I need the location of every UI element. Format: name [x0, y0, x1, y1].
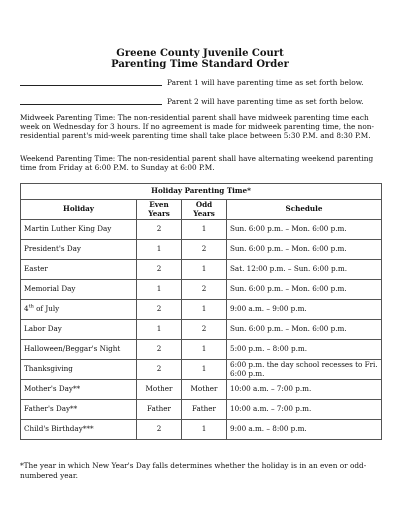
odd-cell: 1 — [182, 300, 227, 320]
schedule-cell: 5:00 p.m. – 8:00 p.m. — [227, 340, 382, 360]
schedule-cell: 9:00 a.m. – 8:00 p.m. — [227, 420, 382, 440]
table-row — [21, 320, 382, 340]
even-cell: 2 — [137, 300, 182, 320]
parent2-statement: Parent 2 will have parenting time as set forth below. — [167, 97, 364, 106]
even-cell: 2 — [137, 420, 182, 440]
even-cell: 1 — [137, 320, 182, 340]
holiday-rest: of July — [33, 304, 60, 314]
order-title: Parenting Time Standard Order — [111, 59, 289, 70]
table-row — [21, 400, 382, 420]
holiday-cell: Child's Birthday*** — [21, 420, 137, 440]
even-cell: Mother — [137, 380, 182, 400]
table-row — [21, 300, 382, 320]
header-schedule: Schedule — [227, 200, 382, 220]
table-row — [21, 220, 382, 240]
table-row — [21, 380, 382, 400]
even-cell: 1 — [137, 280, 182, 300]
table-row — [21, 280, 382, 300]
odd-cell: 2 — [182, 280, 227, 300]
schedule-cell: 10:00 a.m. – 7:00 p.m. — [227, 400, 382, 420]
holiday-cell: Mother's Day** — [21, 380, 137, 400]
parent2-blank-line — [20, 104, 162, 105]
even-cell: 2 — [137, 360, 182, 380]
holiday-cell: Thanksgiving — [21, 360, 137, 380]
odd-cell: 1 — [182, 220, 227, 240]
even-cell: 2 — [137, 220, 182, 240]
table-row — [21, 240, 382, 260]
holiday-cell: Labor Day — [21, 320, 137, 340]
table-header-row — [21, 200, 382, 220]
odd-cell: Father — [182, 400, 227, 420]
even-cell: 2 — [137, 340, 182, 360]
schedule-cell: Sun. 6:00 p.m. – Mon. 6:00 p.m. — [227, 220, 382, 240]
holiday-footnote: *The year in which New Year's Day falls determines whether the holiday is in an even or odd-numbered year. — [20, 461, 367, 480]
table-row — [21, 360, 382, 380]
holiday-number: 4 — [24, 304, 29, 314]
holiday-cell: Easter — [21, 260, 137, 280]
table-caption: Holiday Parenting Time* — [21, 184, 382, 200]
schedule-cell: 6:00 p.m. the day school recesses to Fri. 6:00 p.m. — [227, 360, 382, 380]
schedule-cell: Sat. 12:00 p.m. – Sun. 6:00 p.m. — [227, 260, 382, 280]
even-cell: Father — [137, 400, 182, 420]
even-cell: 2 — [137, 260, 182, 280]
parent1-statement: Parent 1 will have parenting time as set forth below. — [167, 78, 364, 87]
table-row — [21, 340, 382, 360]
midweek-paragraph: Midweek Parenting Time: The non-residential parent shall have midweek parenting time each week on Wednesday for 3 hours. If no agreement is made for midweek parenting time, the non-residential parent's mid-week parenting time shall take place between 5:30 P.M. and 8:30 P.M. — [20, 113, 374, 141]
schedule-cell: 9:00 a.m. – 9:00 p.m. — [227, 300, 382, 320]
table-row — [21, 420, 382, 440]
court-title: Greene County Juvenile Court — [116, 48, 284, 59]
even-cell: 1 — [137, 240, 182, 260]
schedule-cell: 10:00 a.m. – 7:00 p.m. — [227, 380, 382, 400]
table-row — [21, 260, 382, 280]
holiday-cell: Halloween/Beggar's Night — [21, 340, 137, 360]
odd-cell: 1 — [182, 420, 227, 440]
schedule-cell: Sun. 6:00 p.m. – Mon. 6:00 p.m. — [227, 320, 382, 340]
holiday-cell: Memorial Day — [21, 280, 137, 300]
weekend-paragraph: Weekend Parenting Time: The non-residential parent shall have alternating weekend parenting time from Friday at 6:00 P.M. to Sunday at 6:00 P.M. — [20, 154, 374, 173]
odd-cell: 2 — [182, 240, 227, 260]
odd-cell: Mother — [182, 380, 227, 400]
header-even-years: Even Years — [137, 200, 182, 220]
odd-cell: 1 — [182, 340, 227, 360]
parent1-blank-line — [20, 85, 162, 86]
schedule-cell: Sun. 6:00 p.m. – Mon. 6:00 p.m. — [227, 280, 382, 300]
holiday-cell: Martin Luther King Day — [21, 220, 137, 240]
holiday-cell: Father's Day** — [21, 400, 137, 420]
odd-cell: 1 — [182, 360, 227, 380]
header-holiday: Holiday — [21, 200, 137, 220]
holiday-cell — [21, 300, 137, 320]
odd-cell: 2 — [182, 320, 227, 340]
header-odd-years: Odd Years — [182, 200, 227, 220]
schedule-cell: Sun. 6:00 p.m. – Mon. 6:00 p.m. — [227, 240, 382, 260]
odd-cell: 1 — [182, 260, 227, 280]
holiday-cell: President's Day — [21, 240, 137, 260]
holiday-table — [20, 183, 382, 440]
ordinal-suffix: th — [28, 304, 34, 310]
table-caption-row — [21, 184, 382, 200]
